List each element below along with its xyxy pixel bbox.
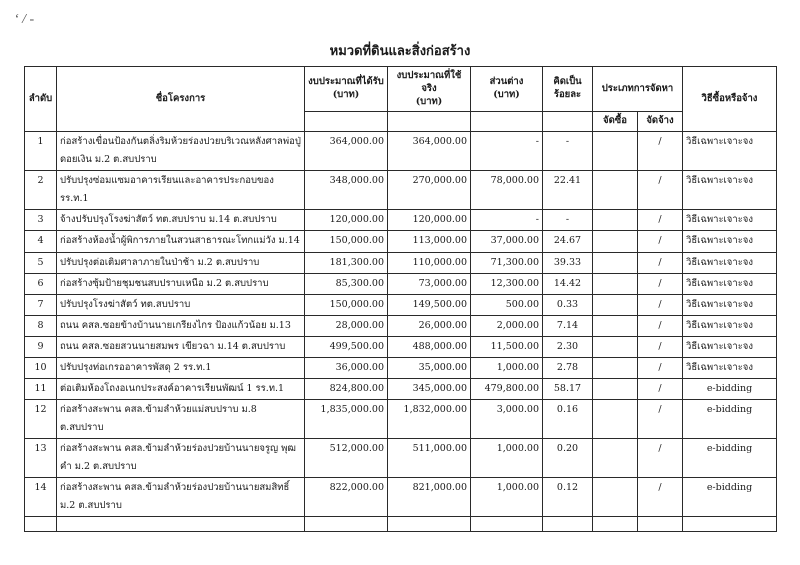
procurement-method: e-bidding — [683, 438, 777, 477]
budget-table — [24, 66, 777, 532]
project-name: ปรับปรุงซ่อมแซมอาคารเรียนและอาคารประกอบของ รร.ท.1 — [57, 171, 305, 210]
percent-value: 24.67 — [543, 231, 593, 252]
hire-mark: / — [638, 478, 683, 517]
percent-value: 0.16 — [543, 399, 593, 438]
purchase-mark — [593, 210, 638, 231]
budget-received: 364,000.00 — [305, 132, 388, 171]
hire-mark: / — [638, 438, 683, 477]
budget-used: 345,000.00 — [388, 378, 471, 399]
hire-mark: / — [638, 231, 683, 252]
budget-received: 28,000.00 — [305, 315, 388, 336]
project-name: ถนน คสล.ซอยข้างบ้านนายเกรียงไกร ป้องแก้วน้อย ม.13 — [57, 315, 305, 336]
procurement-method: วิธีเฉพาะเจาะจง — [683, 315, 777, 336]
hire-mark: / — [638, 399, 683, 438]
row-number: 13 — [25, 438, 57, 477]
budget-diff: - — [471, 132, 543, 171]
budget-received: 120,000.00 — [305, 210, 388, 231]
row-number: 9 — [25, 336, 57, 357]
header-budget-received: งบประมาณที่ได้รับ (บาท) — [305, 67, 388, 112]
procurement-method: วิธีเฉพาะเจาะจง — [683, 357, 777, 378]
purchase-mark — [593, 171, 638, 210]
header-diff: ส่วนต่าง (บาท) — [471, 67, 543, 112]
budget-used: 270,000.00 — [388, 171, 471, 210]
project-name: ก่อสร้างสะพาน คสล.ข้ามลำห้วยแม่สบปราบ ม.8 ต.สบปราบ — [57, 399, 305, 438]
hire-mark: / — [638, 252, 683, 273]
percent-value: 2.78 — [543, 357, 593, 378]
blank-row — [25, 517, 777, 532]
row-number: 5 — [25, 252, 57, 273]
percent-value: 7.14 — [543, 315, 593, 336]
hire-mark: / — [638, 315, 683, 336]
row-number: 1 — [25, 132, 57, 171]
purchase-mark — [593, 399, 638, 438]
procurement-method: วิธีเฉพาะเจาะจง — [683, 336, 777, 357]
percent-value: 2.30 — [543, 336, 593, 357]
row-number: 4 — [25, 231, 57, 252]
procurement-method: วิธีเฉพาะเจาะจง — [683, 171, 777, 210]
row-number: 8 — [25, 315, 57, 336]
project-name: ก่อสร้างซุ้มป้ายชุมชนสบปราบเหนือ ม.2 ต.สบปราบ — [57, 273, 305, 294]
percent-value: 39.33 — [543, 252, 593, 273]
table-row — [25, 171, 777, 210]
header-row-1 — [25, 67, 777, 112]
procurement-method: วิธีเฉพาะเจาะจง — [683, 294, 777, 315]
budget-diff: 1,000.00 — [471, 357, 543, 378]
header-procurement-type: ประเภทการจัดหา — [593, 67, 683, 112]
table-row — [25, 294, 777, 315]
table-row — [25, 231, 777, 252]
project-name: จ้างปรับปรุงโรงฆ่าสัตว์ ทต.สบปราบ ม.14 ต.สบปราบ — [57, 210, 305, 231]
percent-value: 58.17 — [543, 378, 593, 399]
percent-value: - — [543, 210, 593, 231]
budget-diff: 11,500.00 — [471, 336, 543, 357]
budget-received: 181,300.00 — [305, 252, 388, 273]
project-name: ปรับปรุงท่อเกรออาคารพัสดุ 2 รร.ท.1 — [57, 357, 305, 378]
percent-value: 0.33 — [543, 294, 593, 315]
procurement-method: วิธีเฉพาะเจาะจง — [683, 273, 777, 294]
table-row — [25, 438, 777, 477]
budget-used: 35,000.00 — [388, 357, 471, 378]
budget-used: 364,000.00 — [388, 132, 471, 171]
procurement-method: วิธีเฉพาะเจาะจง — [683, 231, 777, 252]
budget-used: 511,000.00 — [388, 438, 471, 477]
budget-received: 824,800.00 — [305, 378, 388, 399]
table-row — [25, 252, 777, 273]
hire-mark: / — [638, 171, 683, 210]
hire-mark: / — [638, 336, 683, 357]
row-number: 2 — [25, 171, 57, 210]
budget-received: 150,000.00 — [305, 231, 388, 252]
header-hire: จัดจ้าง — [638, 112, 683, 132]
header-project: ชื่อโครงการ — [57, 67, 305, 132]
corner-mark: ʻ / - — [14, 12, 35, 27]
purchase-mark — [593, 231, 638, 252]
hire-mark: / — [638, 132, 683, 171]
budget-received: 499,500.00 — [305, 336, 388, 357]
header-purchase: จัดซื้อ — [593, 112, 638, 132]
procurement-method: e-bidding — [683, 478, 777, 517]
budget-used: 113,000.00 — [388, 231, 471, 252]
budget-used: 821,000.00 — [388, 478, 471, 517]
purchase-mark — [593, 294, 638, 315]
project-name: ก่อสร้างห้องน้ำผู้พิการภายในสวนสาธารณะโทกแม่วัง ม.14 — [57, 231, 305, 252]
budget-used: 488,000.00 — [388, 336, 471, 357]
percent-value: 14.42 — [543, 273, 593, 294]
project-name: ปรับปรุงโรงฆ่าสัตว์ ทต.สบปราบ — [57, 294, 305, 315]
purchase-mark — [593, 478, 638, 517]
hire-mark: / — [638, 357, 683, 378]
budget-diff: 78,000.00 — [471, 171, 543, 210]
percent-value: 0.20 — [543, 438, 593, 477]
table-row — [25, 315, 777, 336]
header-seq: ลำดับ — [25, 67, 57, 132]
project-name: ถนน คสล.ซอยสวนนายสมพร เขียวฉา ม.14 ต.สบปราบ — [57, 336, 305, 357]
header-percent: คิดเป็น ร้อยละ — [543, 67, 593, 112]
purchase-mark — [593, 315, 638, 336]
budget-used: 149,500.00 — [388, 294, 471, 315]
table-body — [25, 132, 777, 532]
budget-used: 110,000.00 — [388, 252, 471, 273]
table-row — [25, 378, 777, 399]
purchase-mark — [593, 273, 638, 294]
budget-used: 1,832,000.00 — [388, 399, 471, 438]
purchase-mark — [593, 378, 638, 399]
row-number: 3 — [25, 210, 57, 231]
row-number: 7 — [25, 294, 57, 315]
percent-value: - — [543, 132, 593, 171]
project-name: ก่อสร้างเขื่อนป้องกันตลิ่งริมห้วยร่องปวยบริเวณหลังศาลพ่อปู่ ดอยเงิน ม.2 ต.สบปราบ — [57, 132, 305, 171]
procurement-method: วิธีเฉพาะเจาะจง — [683, 132, 777, 171]
hire-mark: / — [638, 294, 683, 315]
budget-used: 26,000.00 — [388, 315, 471, 336]
procurement-method: e-bidding — [683, 399, 777, 438]
budget-received: 150,000.00 — [305, 294, 388, 315]
budget-received: 348,000.00 — [305, 171, 388, 210]
budget-diff: 500.00 — [471, 294, 543, 315]
table-row — [25, 399, 777, 438]
budget-diff: 3,000.00 — [471, 399, 543, 438]
purchase-mark — [593, 252, 638, 273]
percent-value: 22.41 — [543, 171, 593, 210]
table-row — [25, 210, 777, 231]
purchase-mark — [593, 132, 638, 171]
percent-value: 0.12 — [543, 478, 593, 517]
header-budget-used: งบประมาณที่ใช้จริง (บาท) — [388, 67, 471, 112]
budget-diff: - — [471, 210, 543, 231]
procurement-method: วิธีเฉพาะเจาะจง — [683, 210, 777, 231]
budget-diff: 12,300.00 — [471, 273, 543, 294]
budget-received: 822,000.00 — [305, 478, 388, 517]
row-number: 11 — [25, 378, 57, 399]
page-title: หมวดที่ดินและสิ่งก่อสร้าง — [329, 44, 471, 59]
budget-diff: 37,000.00 — [471, 231, 543, 252]
header-method: วิธีซื้อหรือจ้าง — [683, 67, 777, 132]
budget-used: 73,000.00 — [388, 273, 471, 294]
project-name: ก่อสร้างสะพาน คสล.ข้ามลำห้วยร่องปวยบ้านนายสมสิทธิ์ ม.2 ต.สบปราบ — [57, 478, 305, 517]
table-row — [25, 273, 777, 294]
project-name: ต่อเติมห้องโถงอเนกประสงค์อาคารเรียนพัฒน์ 1 รร.ท.1 — [57, 378, 305, 399]
budget-diff: 2,000.00 — [471, 315, 543, 336]
purchase-mark — [593, 336, 638, 357]
budget-received: 85,300.00 — [305, 273, 388, 294]
procurement-method: วิธีเฉพาะเจาะจง — [683, 252, 777, 273]
hire-mark: / — [638, 210, 683, 231]
hire-mark: / — [638, 378, 683, 399]
table-row — [25, 357, 777, 378]
budget-used: 120,000.00 — [388, 210, 471, 231]
budget-received: 36,000.00 — [305, 357, 388, 378]
row-number: 6 — [25, 273, 57, 294]
project-name: ก่อสร้างสะพาน คสล.ข้ามลำห้วยร่องปวยบ้านนายจรูญ พุฒคำ ม.2 ต.สบปราบ — [57, 438, 305, 477]
table-row — [25, 336, 777, 357]
row-number: 10 — [25, 357, 57, 378]
procurement-method: e-bidding — [683, 378, 777, 399]
purchase-mark — [593, 357, 638, 378]
budget-received: 512,000.00 — [305, 438, 388, 477]
table-row — [25, 478, 777, 517]
row-number: 14 — [25, 478, 57, 517]
budget-diff: 1,000.00 — [471, 438, 543, 477]
budget-diff: 71,300.00 — [471, 252, 543, 273]
budget-diff: 479,800.00 — [471, 378, 543, 399]
hire-mark: / — [638, 273, 683, 294]
budget-received: 1,835,000.00 — [305, 399, 388, 438]
project-name: ปรับปรุงต่อเติมศาลาภายในป่าช้า ม.2 ต.สบปราบ — [57, 252, 305, 273]
table-row — [25, 132, 777, 171]
purchase-mark — [593, 438, 638, 477]
row-number: 12 — [25, 399, 57, 438]
budget-diff: 1,000.00 — [471, 478, 543, 517]
